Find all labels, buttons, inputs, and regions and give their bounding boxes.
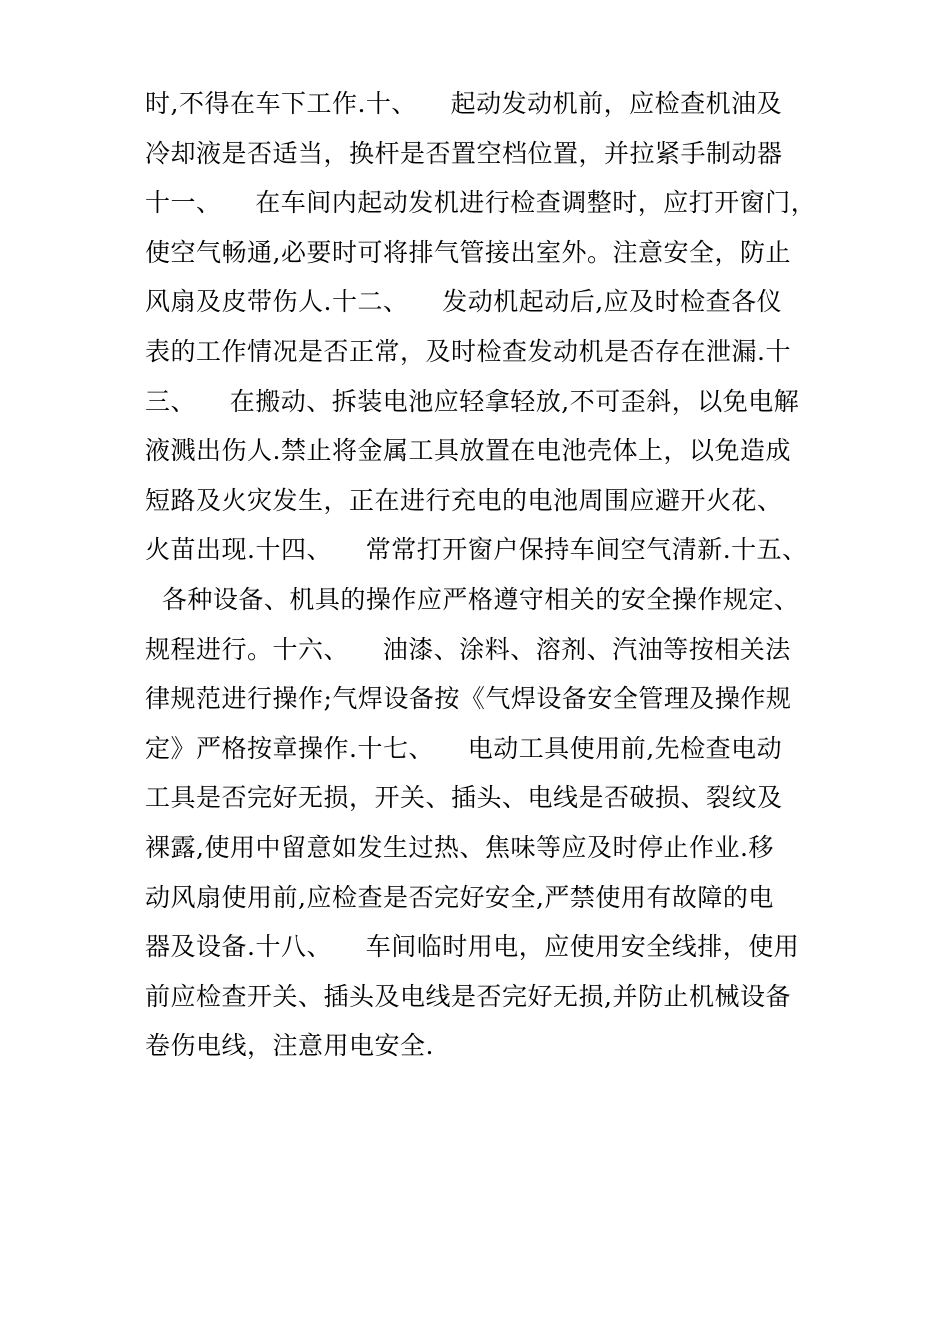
text-line: 动风扇使用前,应检查是否完好安全,严禁使用有故障的电 (145, 882, 774, 912)
text-line: 三、 在搬动、拆装电池应轻拿轻放,不可歪斜，以免电解 (145, 386, 800, 416)
text-line: 各种设备、机具的操作应严格遵守相关的安全操作规定、 (145, 584, 800, 614)
text-line: 裸露,使用中留意如发生过热、焦味等应及时停止作业.移 (145, 832, 774, 862)
text-line: 定》严格按章操作.十七、 电动工具使用前,先检查电动 (145, 733, 783, 763)
text-line: 前应检查开关、插头及电线是否完好无损,并防止机械设备 (145, 981, 791, 1011)
text-line: 十一、 在车间内起动发机进行检查调整时，应打开窗门， (145, 188, 817, 218)
text-line: 时,不得在车下工作.十、 起动发动机前，应检查机油及 (145, 89, 783, 118)
text-line: 卷伤电线，注意用电安全. (145, 1031, 434, 1061)
text-line: 器及设备.十八、 车间临时用电，应使用安全线排，使用 (145, 932, 800, 962)
text-line: 工具是否完好无损，开关、插头、电线是否破损、裂纹及 (145, 783, 783, 813)
text-line: 风扇及皮带伤人.十二、 发动机起动后,应及时检查各仪 (145, 287, 783, 317)
text-line: 表的工作情况是否正常，及时检查发动机是否存在泄漏.十 (145, 336, 791, 366)
text-line: 液溅出伤人.禁止将金属工具放置在电池壳体上，以免造成 (145, 436, 791, 466)
text-line: 火苗出现.十四、 常常打开窗户保持车间空气清新.十五、 (145, 535, 808, 565)
text-line: 律规范进行操作;气焊设备按《气焊设备安全管理及操作规 (145, 684, 792, 714)
body-text (145, 79, 825, 1071)
text-line: 规程进行。十六、 油漆、涂料、溶剂、汽油等按相关法 (145, 634, 791, 664)
text-line: 冷却液是否适当，换杆是否置空档位置，并拉紧手制动器 (145, 138, 783, 168)
text-line: 使空气畅通,必要时可将排气管接出室外。注意安全，防止 (145, 237, 791, 267)
text-line: 短路及火灾发生，正在进行充电的电池周围应避开火花、 (145, 485, 783, 515)
